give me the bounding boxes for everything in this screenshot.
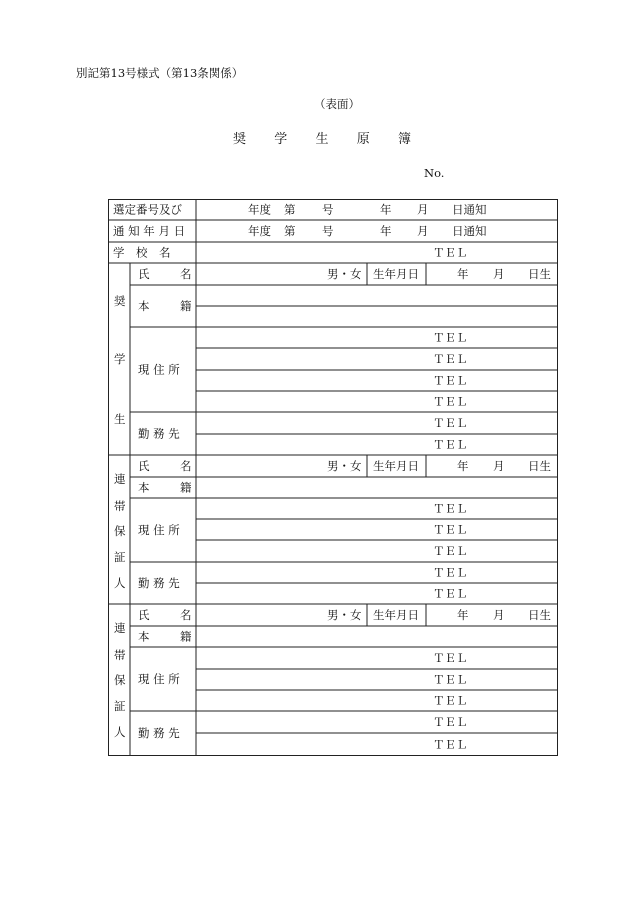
tel-label: ＴＥＬ [433, 715, 468, 729]
honseki-label: 本 [138, 629, 150, 644]
tel-label: ＴＥＬ [433, 416, 468, 430]
sex-choice: 男・女 [327, 459, 362, 473]
tel-label: ＴＥＬ [433, 544, 468, 558]
tel-label: ＴＥＬ [433, 373, 468, 388]
honseki-label: 本 [138, 299, 150, 313]
tel-label: ＴＥＬ [433, 394, 468, 409]
day-notice-text: 日通知 [452, 202, 487, 217]
side-label: （表面） [314, 97, 360, 111]
title-char: 奨 [233, 132, 247, 147]
birth-day-text: 日生 [528, 267, 551, 281]
birth-day-text: 日生 [528, 459, 551, 473]
section-char: 帯 [114, 499, 126, 513]
name-label: 名 [180, 267, 192, 281]
birthdate-label: 生年月日 [373, 459, 419, 473]
nendo-text: 年度 [248, 202, 271, 217]
workplace-label: 勤 務 先 [138, 426, 180, 441]
honseki-label: 籍 [180, 480, 192, 495]
section-char: 学 [114, 352, 126, 366]
name-label: 氏 [138, 267, 150, 281]
section-char: 保 [114, 524, 126, 538]
tel-label: ＴＥＬ [433, 565, 468, 580]
selection-number-label: 選定番号及び [113, 202, 182, 217]
form-title [233, 133, 411, 146]
ledger-table [108, 199, 558, 756]
name-label: 名 [180, 459, 192, 473]
section-char: 証 [114, 699, 126, 713]
title-char: 学 [274, 132, 288, 147]
section-char: 帯 [114, 648, 126, 662]
sex-choice: 男・女 [327, 267, 362, 281]
workplace-label: 勤 務 先 [138, 726, 180, 740]
tel-label: ＴＥＬ [433, 586, 468, 601]
section-char: 連 [114, 472, 126, 486]
number-label: No. [424, 166, 445, 180]
birthdate-label: 生年月日 [373, 267, 419, 281]
year-text: 年 [380, 224, 392, 238]
month-text: 月 [417, 202, 429, 217]
address-label: 現 住 所 [138, 523, 180, 537]
birth-month-text: 月 [493, 459, 505, 473]
birthdate-label: 生年月日 [373, 608, 419, 622]
title-char: 原 [356, 132, 370, 147]
tel-label: ＴＥＬ [433, 352, 468, 366]
go-text: 号 [322, 202, 334, 217]
tel-label: ＴＥＬ [433, 737, 468, 752]
honseki-label: 本 [138, 480, 150, 495]
birth-day-text: 日生 [528, 608, 551, 622]
birth-month-text: 月 [493, 267, 505, 281]
nendo-text: 年度 [248, 224, 271, 238]
birth-year-text: 年 [457, 608, 469, 622]
tel-label: ＴＥＬ [433, 330, 468, 345]
tel-label: ＴＥＬ [433, 437, 468, 452]
name-label: 氏 [138, 459, 150, 473]
section-char: 生 [114, 412, 126, 426]
dai-text: 第 [284, 224, 296, 238]
section-char: 保 [114, 673, 126, 687]
tel-label: ＴＥＬ [433, 693, 468, 708]
birth-year-text: 年 [457, 267, 469, 281]
address-label: 現 住 所 [138, 672, 180, 686]
address-label: 現 住 所 [138, 362, 180, 377]
tel-label: ＴＥＬ [433, 522, 468, 537]
year-text: 年 [380, 202, 392, 217]
honseki-label: 籍 [180, 629, 192, 644]
go-text: 号 [322, 224, 334, 238]
name-label: 氏 [138, 608, 150, 622]
sex-choice: 男・女 [327, 608, 362, 622]
title-char: 簿 [397, 132, 411, 147]
title-char: 生 [315, 132, 329, 147]
form-caption: 別記第13号様式（第13条関係） [76, 66, 244, 80]
section-char: 証 [114, 550, 126, 564]
notify-date-label: 通 知 年 月 日 [113, 224, 186, 238]
section-char: 連 [114, 621, 126, 635]
honseki-label: 籍 [180, 299, 192, 313]
tel-label: ＴＥＬ [433, 651, 468, 665]
tel-label: ＴＥＬ [433, 501, 468, 516]
birth-year-text: 年 [457, 459, 469, 473]
school-name-label: 学 校 名 [113, 245, 171, 260]
dai-text: 第 [284, 202, 296, 217]
workplace-label: 勤 務 先 [138, 576, 180, 590]
name-label: 名 [180, 608, 192, 622]
section-char: 人 [114, 725, 126, 739]
month-text: 月 [417, 224, 429, 238]
section-char: 奨 [114, 294, 126, 308]
tel-label: ＴＥＬ [433, 672, 468, 687]
tel-label: ＴＥＬ [433, 245, 468, 260]
section-char: 人 [114, 576, 126, 590]
day-notice-text: 日通知 [452, 224, 487, 238]
birth-month-text: 月 [493, 608, 505, 622]
